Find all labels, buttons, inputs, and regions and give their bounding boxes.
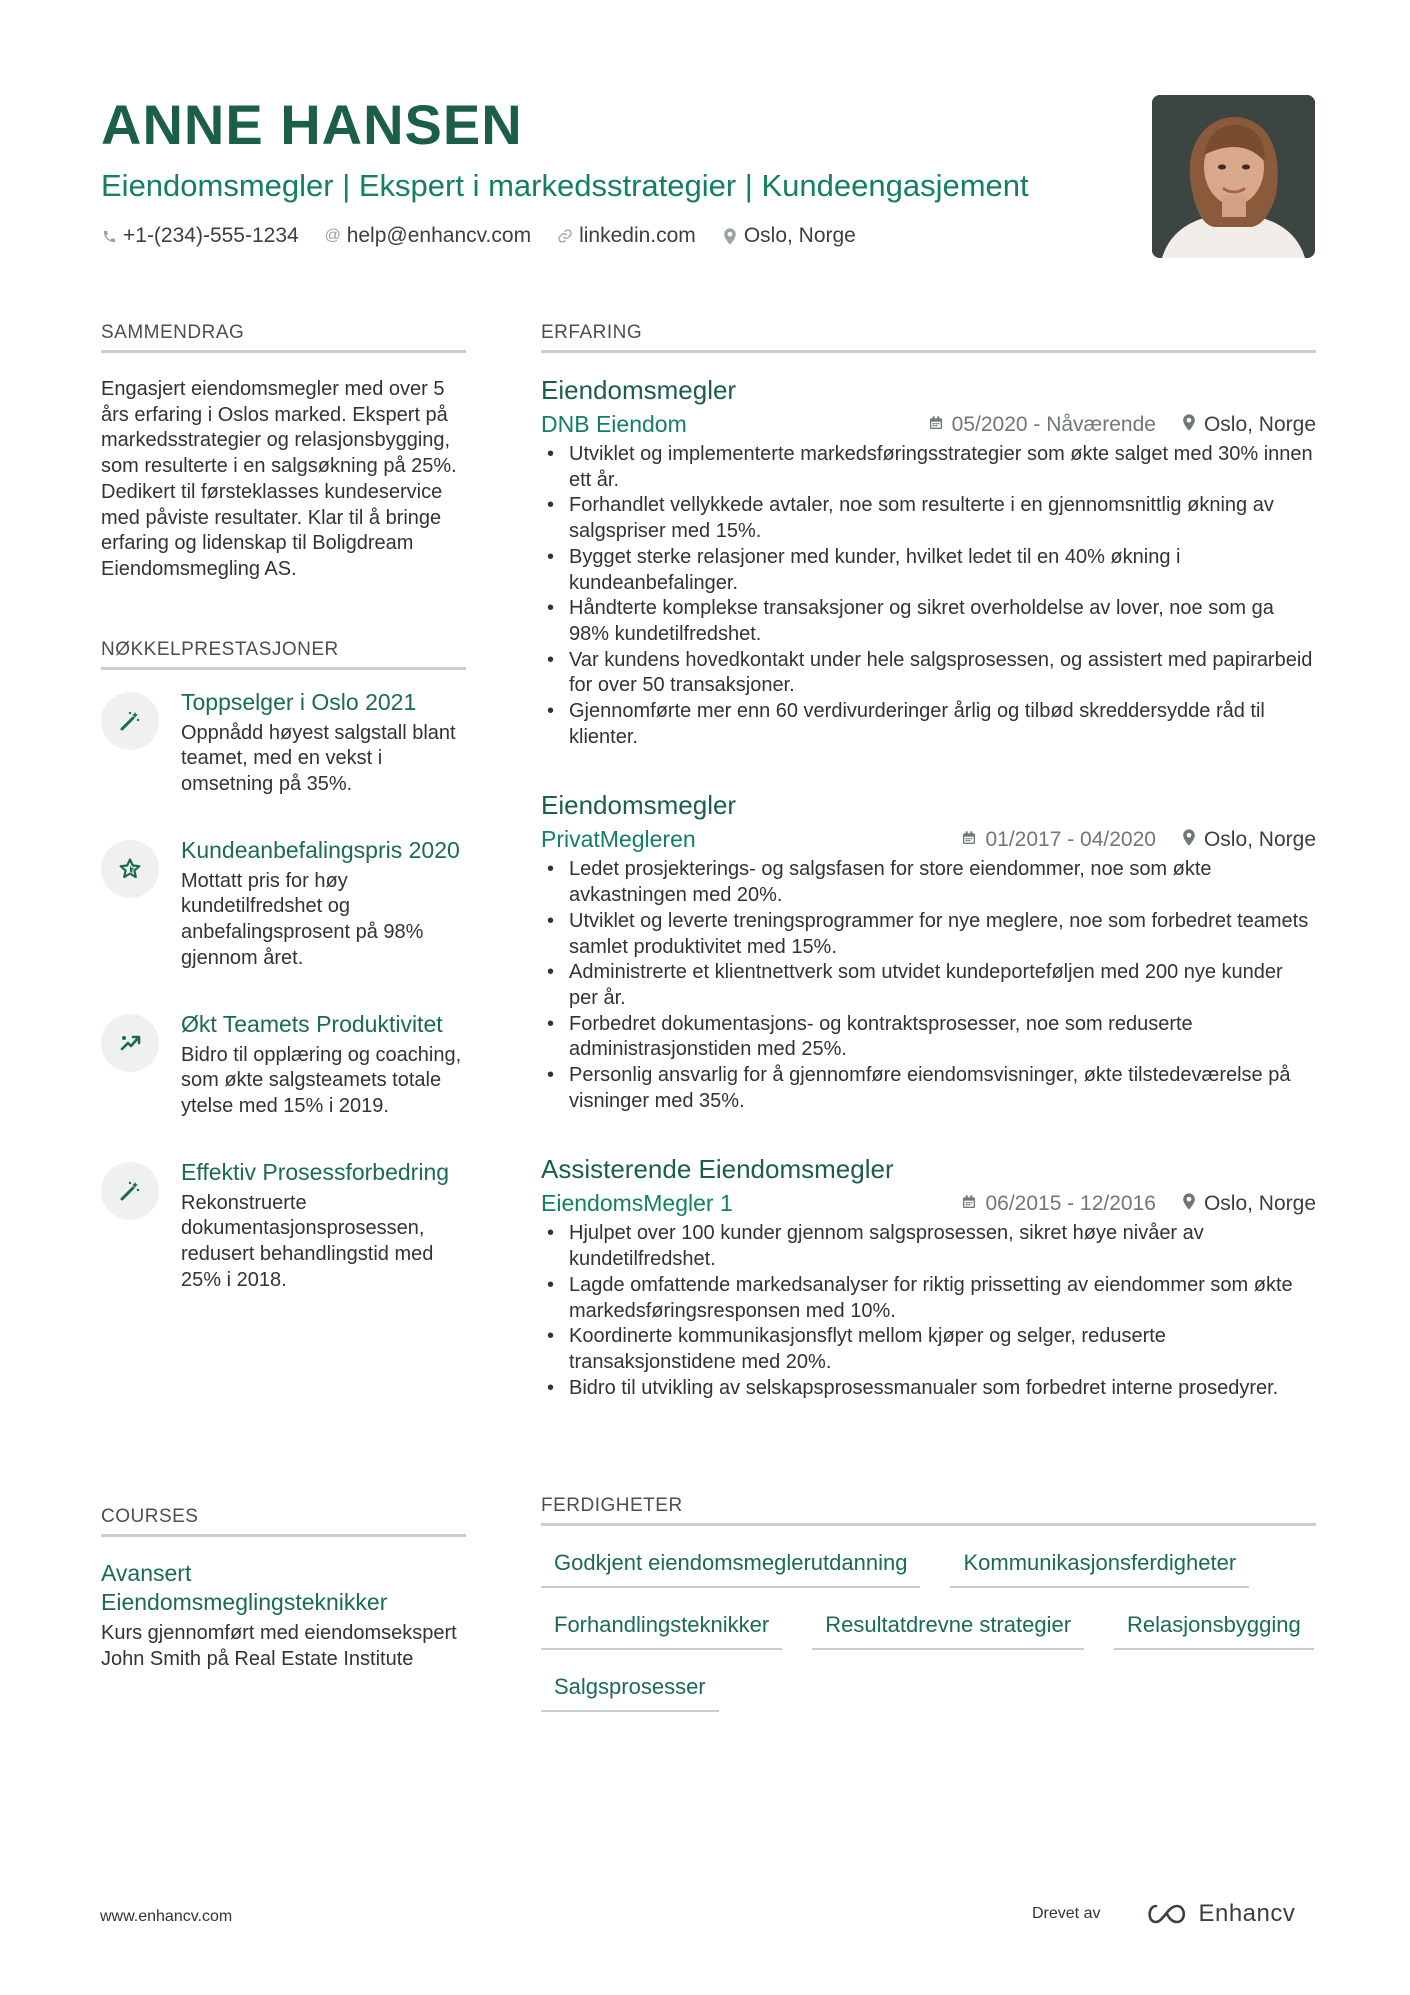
powered-by-label: Drevet av [1032, 1905, 1101, 1922]
footer-brand [1032, 1900, 1295, 1928]
achievement-item [101, 836, 466, 972]
achievement-item [101, 688, 466, 798]
brand-name: Enhancv [1198, 1900, 1296, 1927]
achievement-title: Toppselger i Oslo 2021 [181, 688, 417, 715]
achievement-desc: Mottatt pris for høy kundetilfredshet og anbefalingsprosent på 98% gjennom året. [181, 869, 424, 969]
job-location-text: Oslo, Norge [1203, 412, 1316, 436]
bullet-item: • Ledet prosjekterings- og salgsfasen for store eiendommer, noe som økte avkastningen med 20%. [541, 857, 1316, 908]
contact-linkedin[interactable] [557, 224, 696, 248]
achievements-section [101, 639, 466, 1294]
bullet-item: • Hjulpet over 100 kunder gjennom salgsprosessen, sikret høye nivåer av kundetilfredshet. [541, 1221, 1316, 1272]
job-entry [541, 1152, 1316, 1401]
star-icon [101, 840, 159, 898]
phone-text: +1-(234)-555-1234 [123, 224, 299, 247]
calendar-icon [961, 828, 977, 852]
location-pin-icon [1182, 828, 1196, 852]
phone-icon [101, 228, 117, 244]
job-entry [541, 373, 1316, 750]
link-icon [557, 228, 573, 244]
contact-phone[interactable] [101, 224, 299, 248]
linkedin-text: linkedin.com [579, 224, 696, 247]
achievement-item [101, 1158, 466, 1294]
achievement-title: Økt Teamets Produktivitet [181, 1010, 443, 1037]
job-location [1182, 1192, 1316, 1216]
experience-heading: ERFARING [541, 322, 1316, 353]
bullet-item: • Personlig ansvarlig for å gjennomføre eiendomsvisninger, økte tilstedeværelse på visninger med 35%. [541, 1063, 1316, 1114]
job-dates [961, 1192, 1155, 1216]
courses-heading: COURSES [101, 1506, 466, 1537]
location-pin-icon [722, 228, 738, 244]
candidate-subtitle: Eiendomsmegler | Ekspert i markedsstrategier | Kundeengasjement [101, 168, 1029, 203]
company-name: EiendomsMegler 1 [541, 1190, 733, 1217]
summary-heading: SAMMENDRAG [101, 322, 466, 353]
achievement-desc: Bidro til opplæring og coaching, som økte salgsteamets totale ytelse med 15% i 2019. [181, 1043, 462, 1117]
resume-header [101, 92, 1151, 248]
bullet-item: • Forbedret dokumentasjons- og kontraktsprosesser, noe som reduserte administrasjonstiden med 25%. [541, 1012, 1316, 1063]
contact-location [722, 224, 856, 248]
company-name: PrivatMegleren [541, 826, 696, 853]
job-location [1182, 828, 1316, 852]
job-title: Eiendomsmegler [541, 790, 737, 821]
course-title: Avansert Eiendomsmeglingsteknikker [101, 1560, 388, 1615]
job-dates-text: 06/2015 - 12/2016 [985, 1191, 1156, 1215]
job-dates [961, 828, 1155, 852]
job-title: Assisterende Eiendomsmegler [541, 1154, 894, 1185]
growth-arrow-icon [101, 1014, 159, 1072]
footer-website-link[interactable]: www.enhancv.com [100, 1908, 233, 1925]
location-pin-icon [1182, 1192, 1196, 1216]
left-column [101, 322, 466, 1331]
bullet-item: • Utviklet og leverte treningsprogrammer for nye meglere, noe som forbedret teamets samlet produktivitet med 15%. [541, 909, 1316, 960]
bullet-item: • Koordinerte kommunikasjonsflyt mellom kjøper og selger, reduserte transaksjonstidene med 20%. [541, 1324, 1316, 1375]
contact-email[interactable] [325, 224, 531, 248]
infinity-logo-icon [1144, 1902, 1190, 1926]
courses-section [101, 1506, 466, 1672]
bullet-item: • Bygget sterke relasjoner med kunder, hvilket ledet til en 40% økning i kundeanbefalinger. [541, 545, 1316, 596]
email-text: help@enhancv.com [346, 224, 532, 247]
contact-bar [101, 224, 1151, 248]
skill-tag: Forhandlingsteknikker [541, 1608, 782, 1650]
skills-section [541, 1495, 1316, 1712]
bullet-item: • Håndterte komplekse transaksjoner og sikret overholdelse av lover, noe som ga 98% kundetilfredshet. [541, 596, 1316, 647]
location-pin-icon [1182, 413, 1196, 437]
summary-text: Engasjert eiendomsmegler med over 5 års erfaring i Oslos marked. Ekspert på markedsstrategier og relasjonsbygging, som resulterte i en salgsøkning på 25%. Dedikert til førsteklasses kundeservice med påviste resultater. Klar til å bringe erfaring og lidenskap til Boligdream Eiendomsmegling AS. [101, 378, 457, 580]
company-name: DNB Eiendom [541, 411, 687, 437]
achievement-desc: Rekonstruerte dokumentasjonsprosessen, redusert behandlingstid med 25% i 2018. [181, 1191, 434, 1291]
bullet-item: • Forhandlet vellykkede avtaler, noe som resulterte i en gjennomsnittlig økning av salgspriser med 15%. [541, 493, 1316, 544]
achievement-item [101, 1010, 466, 1120]
enhancv-logo[interactable] [1144, 1900, 1295, 1928]
job-location-text: Oslo, Norge [1203, 827, 1316, 851]
job-dates-text: 05/2020 - Nåværende [951, 412, 1156, 436]
job-bullets [541, 1221, 1316, 1401]
job-dates [928, 413, 1156, 437]
achievement-title: Kundeanbefalingspris 2020 [181, 836, 460, 863]
skill-tag: Resultatdrevne strategier [812, 1608, 1084, 1650]
skill-tag: Godkjent eiendomsmeglerutdanning [541, 1546, 920, 1588]
bullet-item: • Utviklet og implementerte markedsføringsstrategier som økte salget med 30% innen ett år. [541, 442, 1316, 493]
bullet-item: • Lagde omfattende markedsanalyser for riktig prissetting av eiendommer som økte markedsføringsresponsen med 10%. [541, 1273, 1316, 1324]
right-column [541, 322, 1316, 1401]
job-dates-text: 01/2017 - 04/2020 [985, 827, 1156, 851]
magic-wand-icon [101, 1162, 159, 1220]
location-text: Oslo, Norge [743, 224, 856, 247]
bullet-item: • Bidro til utvikling av selskapsprosessmanualer som forbedret interne prosedyrer. [541, 1376, 1316, 1402]
job-bullets [541, 442, 1316, 750]
job-title: Eiendomsmegler [541, 375, 737, 405]
profile-photo [1152, 95, 1315, 258]
skill-tag: Relasjonsbygging [1114, 1608, 1314, 1650]
achievement-title: Effektiv Prosessforbedring [181, 1158, 450, 1185]
calendar-icon [928, 413, 944, 437]
bullet-item: • Gjennomførte mer enn 60 verdivurderinger årlig og tilbød skreddersydde råd til klienter. [541, 699, 1316, 750]
job-location-text: Oslo, Norge [1203, 1191, 1316, 1215]
bullet-item: • Var kundens hovedkontakt under hele salgsprosessen, og assistert med papirarbeid for over 50 transaksjoner. [541, 648, 1316, 699]
skill-tag: Salgsprosesser [541, 1670, 719, 1712]
calendar-icon [961, 1192, 977, 1216]
skill-tag: Kommunikasjonsferdigheter [950, 1546, 1249, 1588]
job-bullets [541, 857, 1316, 1114]
skills-heading: FERDIGHETER [541, 1495, 1316, 1526]
bullet-item: • Administrerte et klientnettverk som utvidet kundeporteføljen med 200 nye kunder per år. [541, 960, 1316, 1011]
at-sign-icon: @ [324, 227, 341, 244]
candidate-name: ANNE HANSEN [101, 93, 523, 156]
achievement-desc: Oppnådd høyest salgstall blant teamet, med en vekst i omsetning på 35%. [181, 721, 456, 796]
course-desc: Kurs gjennomført med eiendomsekspert John Smith på Real Estate Institute [101, 1622, 457, 1670]
magic-wand-icon [101, 692, 159, 750]
job-entry [541, 788, 1316, 1114]
achievements-heading: NØKKELPRESTASJONER [101, 639, 466, 670]
job-location [1182, 413, 1316, 437]
